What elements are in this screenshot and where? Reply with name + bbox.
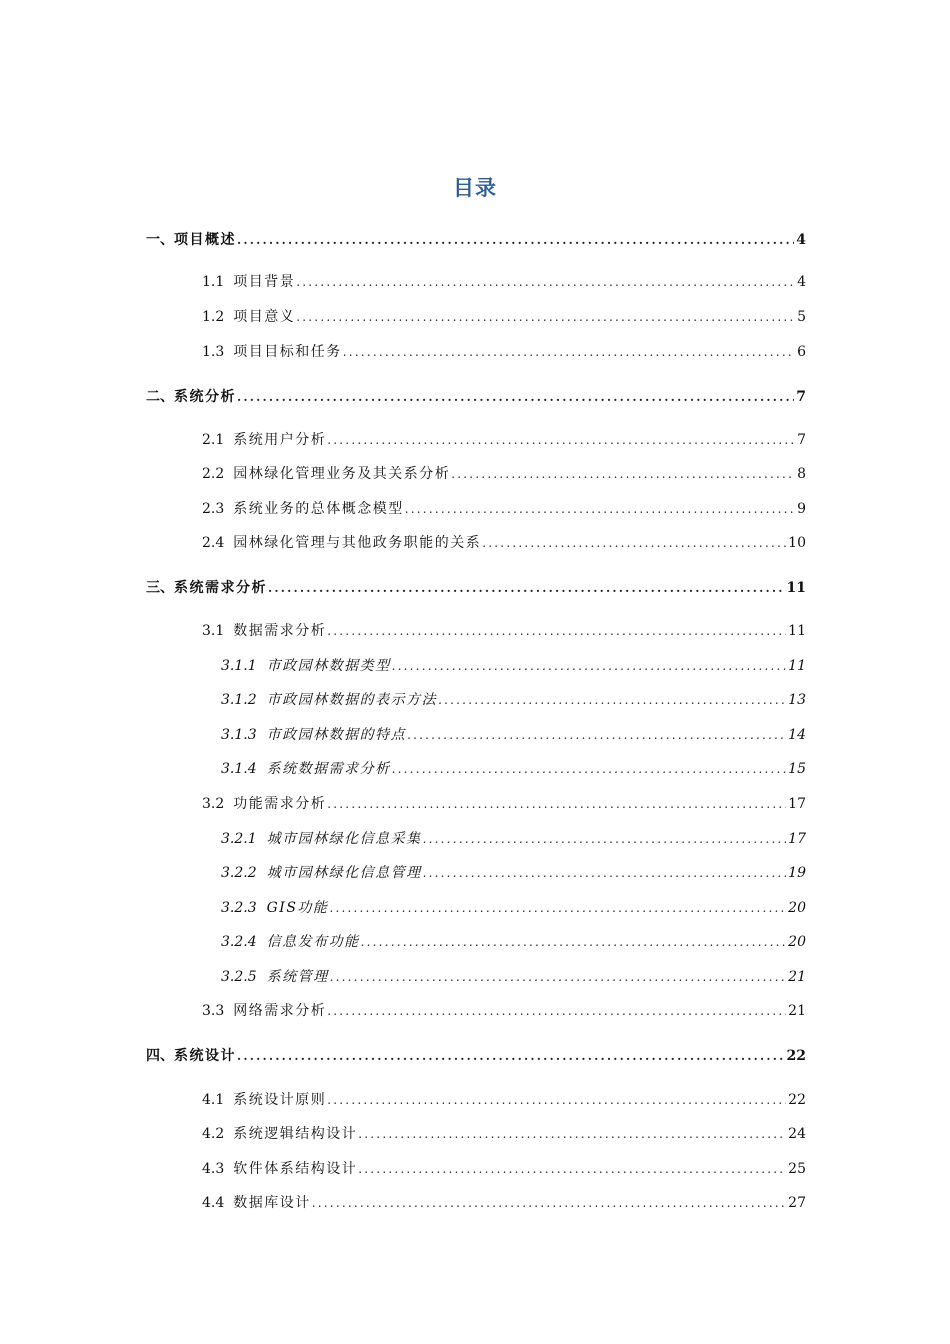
toc-entry-label: 系统管理 [266,969,329,985]
toc-entry-page: 10 [788,535,806,551]
toc-entry[interactable] [202,306,806,328]
toc-entry-label: 园林绿化管理与其他政务职能的关系 [233,535,482,551]
toc-entry-number: 3.2.5 [221,969,257,985]
toc-entry-page: 8 [797,466,806,482]
toc-entry[interactable] [202,463,806,485]
toc-entry-label: 网络需求分析 [233,1003,327,1019]
toc-entry[interactable] [202,498,806,520]
toc-entry-page: 4 [797,274,806,290]
toc-entry[interactable] [202,1000,806,1022]
toc-entry-page: 5 [797,309,806,325]
toc-leader-dots [327,793,786,815]
toc-entry-number: 4.4 [202,1195,225,1211]
toc-leader-dots [237,386,794,408]
toc-entry[interactable] [221,966,806,988]
toc-leader-dots [361,931,787,953]
toc-leader-dots [327,620,786,642]
toc-entry[interactable] [146,1045,806,1067]
toc-leader-dots [237,1045,785,1067]
toc-leader-dots [392,655,787,677]
toc-entry-number: 四、 [146,1048,174,1064]
toc-entry-page: 9 [797,501,806,517]
toc-entry-label: 项目目标和任务 [233,344,342,360]
toc-entry-label: 数据需求分析 [233,623,327,639]
toc-leader-dots [407,724,786,746]
toc-title: 目录 [453,176,497,200]
toc-entry[interactable] [146,229,806,251]
toc-entry-number: 3.2.1 [221,831,257,847]
toc-entry-label: 数据库设计 [233,1195,311,1211]
toc-leader-dots [423,862,787,884]
toc-entry-label: 系统分析 [174,389,236,405]
toc-leader-dots [343,341,795,363]
toc-entry-number: 3.2 [202,796,225,812]
toc-entry-page: 7 [796,389,806,405]
toc-entry-number: 2.4 [202,535,225,551]
toc-entry-label: 系统设计原则 [233,1092,327,1108]
toc-entry[interactable] [221,828,806,850]
toc-entry-number: 三、 [146,580,174,596]
toc-leader-dots [327,1089,786,1111]
toc-entry-number: 1.2 [202,309,225,325]
toc-entry-number: 2.1 [202,432,225,448]
toc-entry-number: 4.3 [202,1161,225,1177]
toc-entry-page: 6 [797,344,806,360]
toc-entry[interactable] [221,724,806,746]
toc-leader-dots [482,532,786,554]
toc-entry[interactable] [202,532,806,554]
toc-leader-dots [296,271,795,293]
toc-entry-number: 3.1.2 [221,692,257,708]
toc-leader-dots [405,498,795,520]
toc-entry-number: 3.2.4 [221,934,257,950]
toc-entry-page: 21 [788,1003,806,1019]
toc-leader-dots [327,1000,786,1022]
toc-entry-page: 22 [786,1048,806,1064]
toc-entry-page: 15 [788,761,806,777]
toc-leader-dots [329,897,786,919]
toc-entry-number: 1.3 [202,344,225,360]
toc-entry-page: 20 [788,900,806,916]
toc-entry-number: 一、 [146,232,174,248]
toc-entry-page: 19 [788,865,806,881]
toc-leader-dots [296,306,795,328]
toc-leader-dots [327,429,795,451]
toc-leader-dots [358,1158,786,1180]
toc-entry-page: 14 [788,727,806,743]
toc-entry[interactable] [221,655,806,677]
toc-leader-dots [451,463,795,485]
toc-entry-label: 功能需求分析 [233,796,327,812]
toc-entry-page: 4 [796,232,806,248]
toc-leader-dots [312,1192,786,1214]
toc-entry-label: 系统业务的总体概念模型 [233,501,404,517]
toc-entry-label: 系统数据需求分析 [266,761,391,777]
toc-leader-dots [268,577,785,599]
toc-entry-label: 软件体系结构设计 [233,1161,358,1177]
toc-entry-page: 11 [788,658,806,674]
toc-entry[interactable] [202,1089,806,1111]
toc-entry-page: 17 [788,796,806,812]
toc-entry-number: 2.3 [202,501,225,517]
toc-entry-label: 城市园林绿化信息采集 [266,831,422,847]
toc-entry-number: 1.1 [202,274,225,290]
toc-entry-page: 21 [788,969,806,985]
toc-entry-number: 3.1.3 [221,727,257,743]
toc-entry-number: 3.3 [202,1003,225,1019]
toc-entry-page: 27 [788,1195,806,1211]
toc-entry[interactable] [221,689,806,711]
toc-entry[interactable] [221,758,806,780]
toc-entry-number: 3.1 [202,623,225,639]
toc-entry-page: 20 [788,934,806,950]
toc-entry[interactable] [221,862,806,884]
toc-entry-page: 7 [797,432,806,448]
toc-entry-label: 城市园林绿化信息管理 [266,865,422,881]
toc-entry-label: 园林绿化管理业务及其关系分析 [233,466,451,482]
toc-entry-label: 项目背景 [233,274,296,290]
toc-entry-page: 11 [788,623,806,639]
toc-entry-number: 二、 [146,389,174,405]
toc-entry-page: 25 [788,1161,806,1177]
toc-entry-label: 系统设计 [174,1048,236,1064]
toc-leader-dots [237,229,794,251]
toc-leader-dots [438,689,786,711]
toc-leader-dots [423,828,787,850]
toc-entry-label: 系统逻辑结构设计 [233,1126,358,1142]
toc-entry-label: 市政园林数据的特点 [266,727,407,743]
toc-entry-page: 11 [786,580,806,596]
toc-entry-label: 市政园林数据类型 [266,658,391,674]
toc-entry-number: 2.2 [202,466,225,482]
toc-entry[interactable] [202,271,806,293]
toc-entry[interactable] [221,897,806,919]
toc-entry[interactable] [202,429,806,451]
toc-entry-number: 4.2 [202,1126,225,1142]
toc-leader-dots [330,966,787,988]
toc-entry-number: 3.1.1 [221,658,257,674]
toc-leader-dots [392,758,787,780]
toc-entry-label: 信息发布功能 [266,934,360,950]
toc-entry-number: 3.2.3 [221,900,257,916]
toc-leader-dots [358,1123,786,1145]
toc-entry-page: 13 [788,692,806,708]
toc-entry[interactable] [146,577,806,599]
toc-entry-label: 项目概述 [174,232,236,248]
toc-entry-page: 17 [788,831,806,847]
toc-entry-page: 22 [788,1092,806,1108]
toc-entry[interactable] [202,793,806,815]
toc-entry-page: 24 [788,1126,806,1142]
toc-entry[interactable] [202,620,806,642]
toc-entry-label: 市政园林数据的表示方法 [266,692,438,708]
toc-entry-number: 4.1 [202,1092,225,1108]
toc-entry-label: GIS功能 [266,900,329,916]
toc-entry-label: 系统用户分析 [233,432,327,448]
toc-entry[interactable] [202,1158,806,1180]
toc-entry[interactable] [202,341,806,363]
toc-entry[interactable] [146,386,806,408]
toc-entry-label: 项目意义 [233,309,296,325]
toc-entry-number: 3.2.2 [221,865,257,881]
toc-entry[interactable] [221,931,806,953]
toc-entry-number: 3.1.4 [221,761,257,777]
toc-entry[interactable] [202,1123,806,1145]
toc-entry-label: 系统需求分析 [174,580,267,596]
toc-entry[interactable] [202,1192,806,1214]
